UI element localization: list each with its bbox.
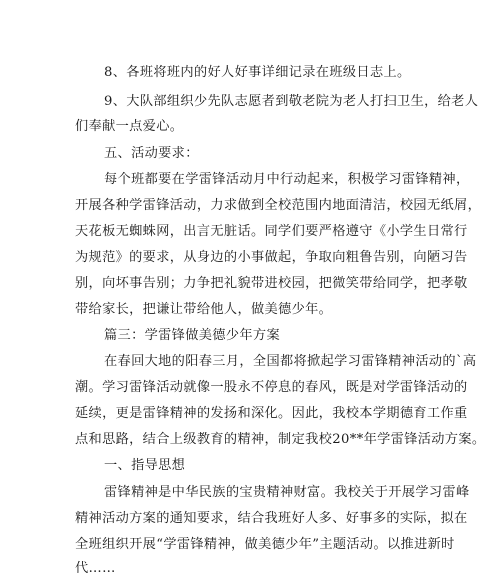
- paragraph-line: [0, 167, 500, 193]
- line-text: 们奉献一点爱心。: [75, 119, 184, 134]
- line-text: 延续，更是雷锋精神的发扬和深化。因此，我校本学期德育工作重: [75, 406, 468, 421]
- line-text: 为规范》的要求，从身边的小事做起，争取向粗鲁告别，向陋习告: [75, 250, 468, 265]
- line-text: 9、大队部组织少先队志愿者到敬老院为老人打扫卫生，给老人: [104, 94, 479, 109]
- line-text: 全班组织开展“学雷锋精神，做美德少年”主题活动。以推进新时: [75, 537, 455, 552]
- section-heading: [0, 453, 500, 479]
- paragraph-line: [0, 193, 500, 219]
- line-text: 代……: [75, 561, 116, 576]
- paragraph-line-cut: [0, 556, 500, 576]
- line-text: 精神活动方案的通知要求，结合我班好人多、好事多的实际，拟在: [75, 511, 468, 526]
- line-text: 在春回大地的阳春三月，全国都将掀起学习雷锋精神活动的`高: [104, 354, 477, 369]
- line-text: 开展各种学雷锋活动，力求做到全校范围内地面清洁，校园无纸屑，: [75, 198, 482, 213]
- section-heading: [0, 141, 500, 167]
- paragraph-line: [0, 114, 500, 140]
- line-text: 带给家长，把谦让带给他人，做美德少年。: [75, 302, 333, 317]
- paragraph-line: [0, 271, 500, 297]
- paragraph-line: [0, 245, 500, 271]
- line-text: 点和思路，结合上级教育的精神，制定我校20**年学雷锋活动方案。: [75, 432, 486, 447]
- line-text: 雷锋精神是中华民族的宝贵精神财富。我校关于开展学习雷峰: [104, 485, 470, 500]
- paragraph-line: [0, 401, 500, 427]
- section-heading: [0, 323, 500, 349]
- paragraph-line: [0, 532, 500, 558]
- line-text: 潮。学习雷锋活动就像一股永不停息的春风，既是对学雷锋活动的: [75, 380, 468, 395]
- line-text: 一、指导思想: [104, 458, 186, 473]
- line-text: 篇三：学雷锋做美德少年方案: [104, 328, 280, 343]
- paragraph-line: [0, 89, 500, 115]
- paragraph-line: [0, 349, 500, 375]
- line-text: 别，向坏事告别；力争把礼貌带进校园，把微笑带给同学，把孝敬: [75, 276, 468, 291]
- paragraph-line: [0, 480, 500, 506]
- paragraph-line: [0, 375, 500, 401]
- line-text: 五、活动要求：: [104, 146, 199, 161]
- line-text: 8、各班将班内的好人好事详细记录在班级日志上。: [104, 65, 411, 80]
- paragraph-line: [0, 60, 500, 86]
- line-text: 每个班都要在学雷锋活动月中行动起来，积极学习雷锋精神，: [104, 172, 470, 187]
- paragraph-line: [0, 297, 500, 323]
- paragraph-line: [0, 219, 500, 245]
- line-text: 天花板无蜘蛛网，出言无脏话。同学们要严格遵守《小学生日常行: [75, 224, 468, 239]
- paragraph-line: [0, 506, 500, 532]
- paragraph-line: [0, 427, 500, 453]
